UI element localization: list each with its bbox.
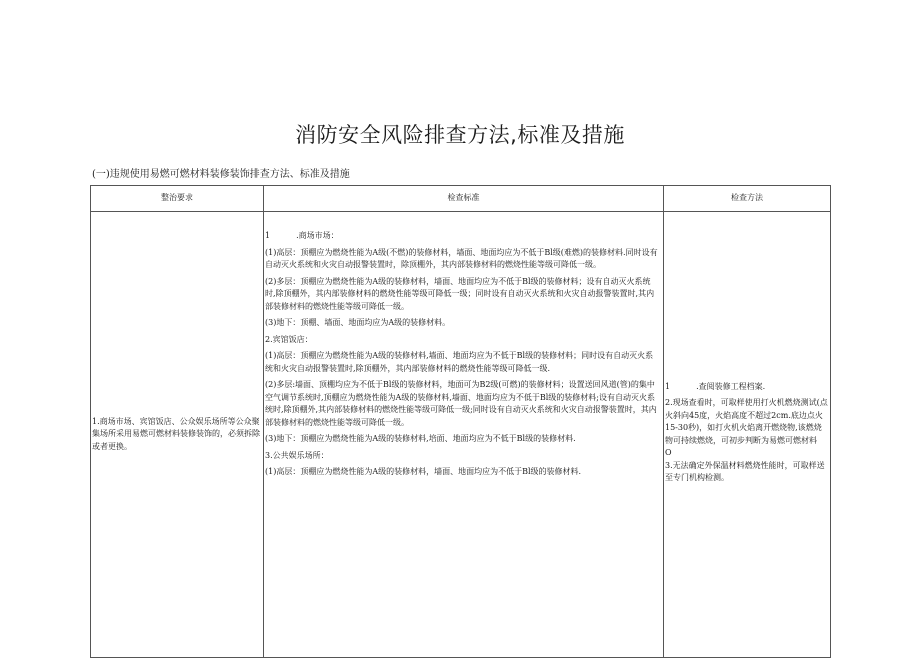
standard-item: (3)地下：顶棚应为燃烧性能为A级的装修材料,培面、地面均应为不低于Bl级的装修材料.: [265, 434, 576, 443]
header-standard: 检查标准: [264, 186, 664, 212]
method-item: O: [665, 448, 672, 457]
standard-item: 2.宾馆饭店：: [265, 334, 313, 344]
header-method: 检查方法: [664, 186, 831, 212]
inspection-table: [90, 185, 831, 658]
header-requirement: 整治要求: [91, 186, 264, 212]
method-item: 1 .查阅装修工程档案.: [665, 381, 766, 391]
method-cell: [664, 212, 831, 658]
standard-item: (2)多层:墙面、顶棚均应为不低于Bl级的装修材料，地面可为B2级(可燃)的装修材料；设置送回风道(管)的集中空气调节系统时,顶棚应为燃烧性能为A级的装修材料,墙面、地面均应为不低于Bl级的装修材料;设有自动灭火系统时,除顶棚外,其内部装修材料的燃烧性能等级可降低一级;同时设有自动灭火系统和火灾自动报警装置时，其内部装修材料的燃烧性能等级可降低一级。: [265, 380, 657, 427]
standard-item: 1 .商场市场：: [265, 231, 339, 240]
standard-item: (1)高层：顶棚应为燃烧性能为A级的装修材料，墙面、地面均应为不低于Bl级的装修材料.: [265, 467, 582, 476]
method-item: 2.现场查看时，可取样使用打火机燃烧测试(点火斜向45度，火焰高度不超过2cm.底边点火15-30秒)，如打火机火焰离开燃烧物,该燃烧物可持续燃烧，可初步判断为易燃可燃材料: [665, 398, 828, 445]
requirement-text: 1.商场市场、宾馆饭店、公众娱乐场所等公众聚集场所采用易燃可燃材料装修装饰的，必须拆除或者更换。: [92, 416, 260, 451]
table-header-row: [91, 186, 831, 212]
page-title: 消防安全风险排查方法,标准及措施: [295, 123, 625, 147]
standard-item: (3)地下：顶棚、墙面、地面均应为A级的装修材料。: [265, 318, 451, 327]
table-row: [91, 212, 831, 658]
standard-item: 3.公共娱乐场所：: [265, 450, 329, 460]
standard-cell: [264, 212, 664, 658]
section-heading: (一)违规使用易燃可燃材料装修装饰排查方法、标准及措施: [92, 169, 350, 180]
requirement-cell: [91, 212, 264, 658]
standard-item: (1)高层：顶棚应为燃烧性能为A级的装修材料,墙面、地面均应为不低于Bl级的装修材料；同时设有自动灭火系统和火灾自动报警装置时,除顶棚外，其内部装修材料的燃烧性能等级可降低一级.: [265, 351, 654, 373]
standard-item: (1)高层：顶棚应为燃烧性能为A级(不燃)的装修材料，墙面、地面均应为不低于Bl级(难燃)的装修材料.同时设有自动灭火系统和火灾自动报警装置时，除顶棚外，其内部装修材料的燃烧性能等级可降低一级。: [265, 247, 658, 269]
method-item: 3.无法确定外保温材料燃烧性能时，可取样送至专门机构检测。: [665, 460, 825, 482]
standard-item: (2)多层：顶棚应为燃烧性能为A级的装修材料，墙面、地面均应为不低于Bl级的装修材料；设有自动灭火系统时,除顶棚外，其内部装修材料的燃烧性能等级可降低一级；同时设有自动灭火系统和火灾自动报警装置时,其内部装修材料的燃烧性能等级可降低一级。: [265, 276, 655, 311]
